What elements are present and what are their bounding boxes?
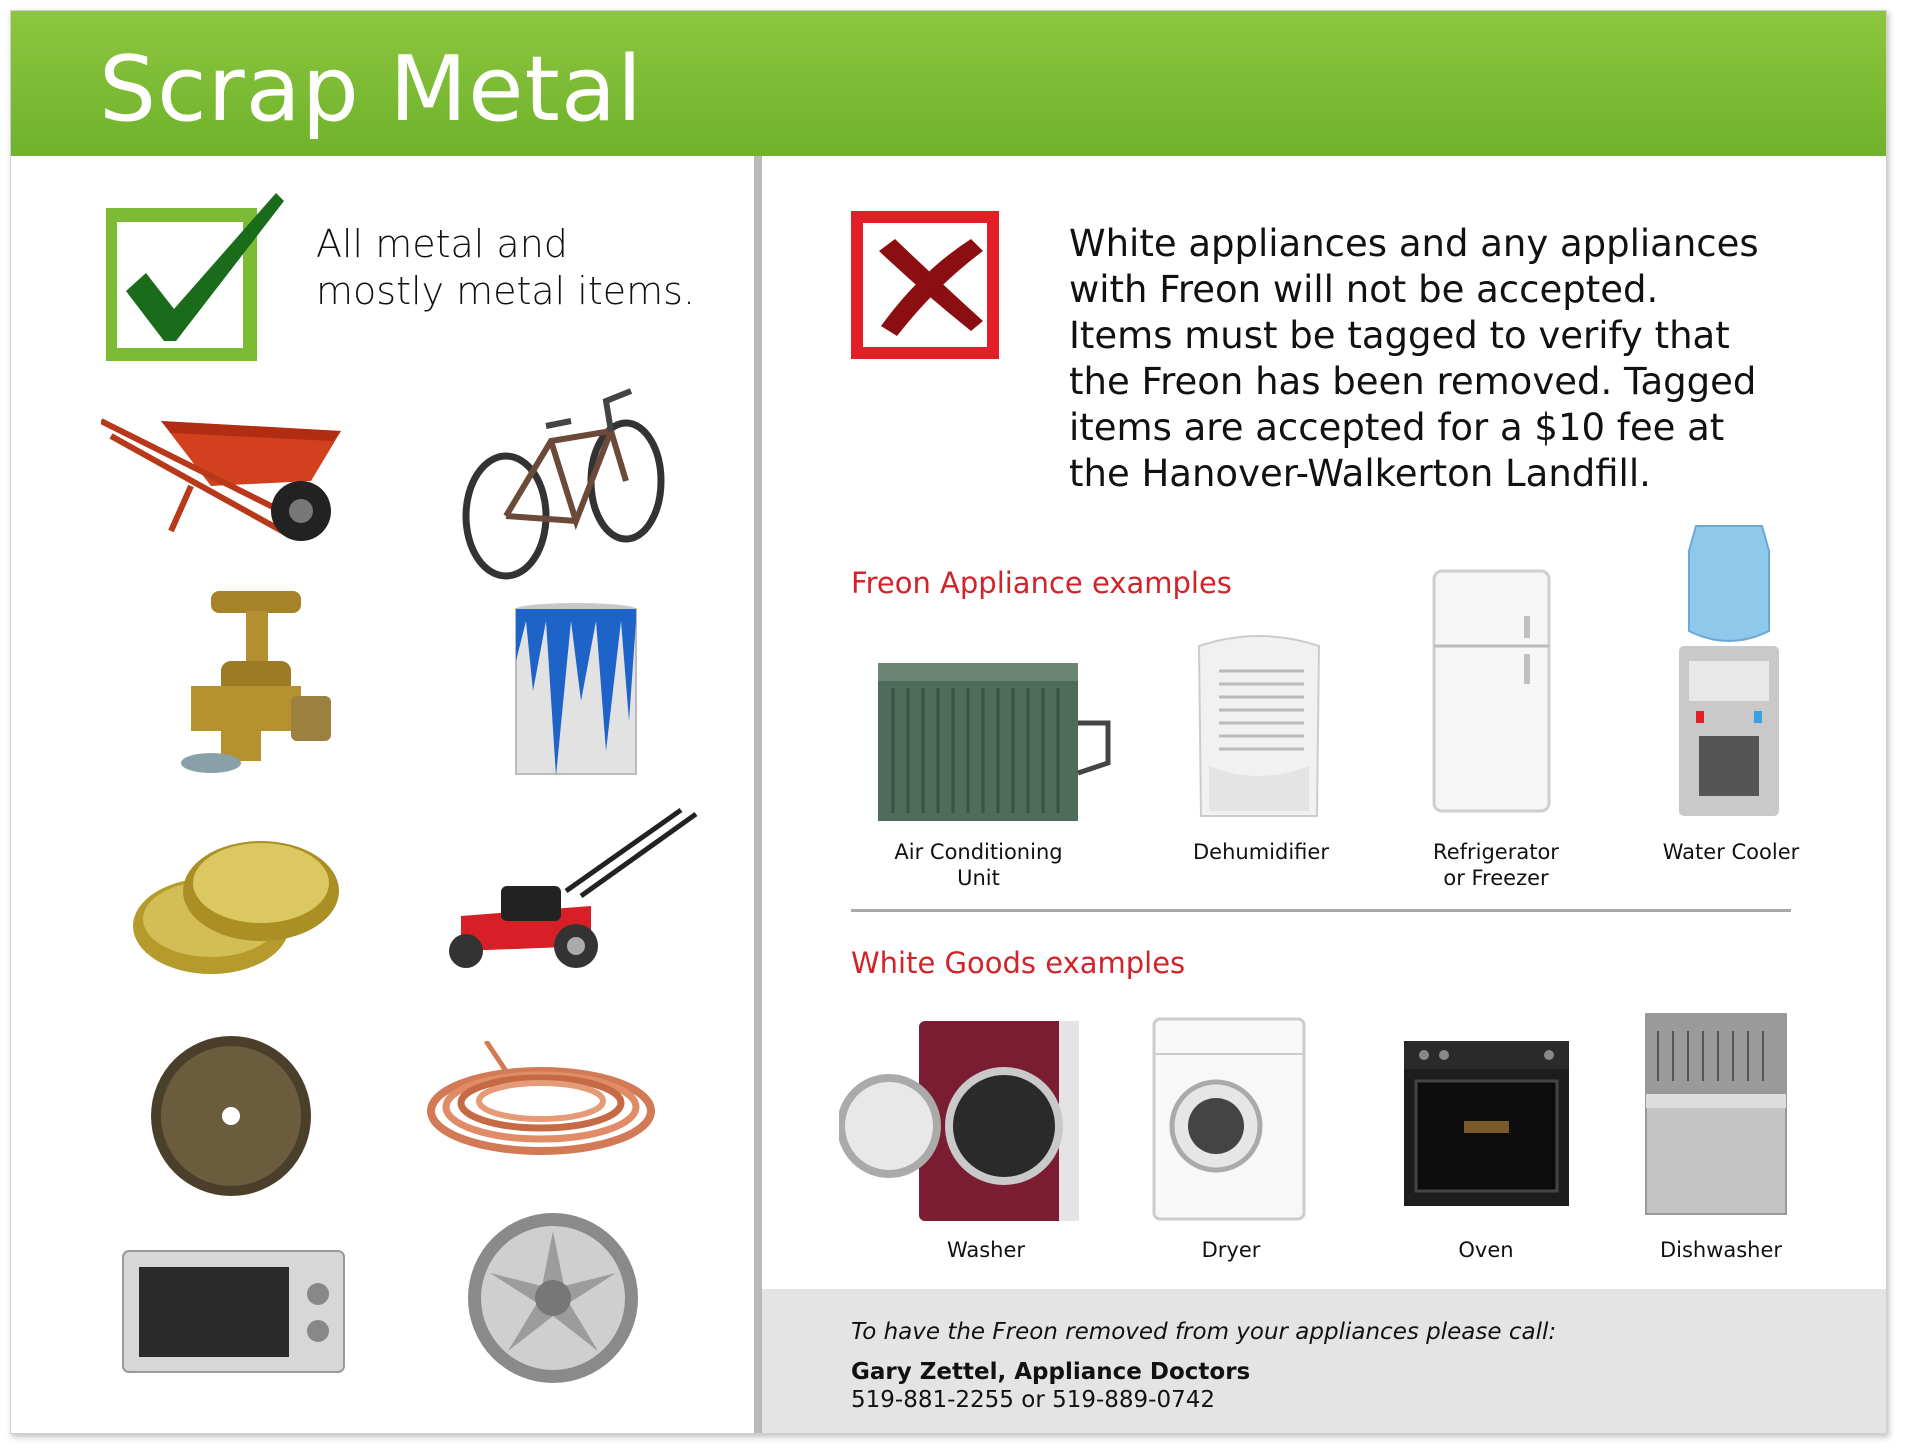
rejection-line-4: the Freon has been removed. Tagged xyxy=(1069,360,1757,403)
rejection-line-3: Items must be tagged to verify that xyxy=(1069,314,1730,357)
contact-prompt: To have the Freon removed from your appliances please call: xyxy=(851,1319,1557,1345)
dryer-icon xyxy=(1151,1016,1306,1221)
checkmark-icon xyxy=(106,211,254,359)
freon-caption-fridge-line-1: Refrigerator xyxy=(1433,840,1559,864)
dehumidifier-icon xyxy=(1189,626,1329,826)
white-goods-caption-oven: Oven xyxy=(1458,1238,1514,1262)
rejection-line-2: with Freon will not be accepted. xyxy=(1069,268,1659,311)
rejection-notice xyxy=(1069,221,1769,497)
copper-wire-icon xyxy=(426,1041,666,1161)
page-title: Scrap Metal xyxy=(99,37,643,142)
header-banner xyxy=(11,11,1886,156)
saw-blade-icon xyxy=(141,1031,321,1201)
freon-caption-dehumidifier: Dehumidifier xyxy=(1193,840,1329,864)
washer-icon xyxy=(839,1016,1089,1226)
bottle-caps-icon xyxy=(131,831,341,981)
contact-footer xyxy=(762,1289,1886,1433)
contact-phone[interactable]: 519-881-2255 or 519-889-0742 xyxy=(851,1387,1216,1413)
flyer xyxy=(10,10,1887,1434)
paint-can-icon xyxy=(511,601,641,781)
accepted-line-2: mostly metal items. xyxy=(316,269,696,313)
water-cooler-icon xyxy=(1674,521,1784,821)
freon-caption-water-cooler: Water Cooler xyxy=(1662,840,1800,864)
column-divider xyxy=(754,156,762,1433)
white-goods-caption-dishwasher: Dishwasher xyxy=(1659,1238,1783,1262)
faucet-icon xyxy=(151,591,331,781)
white-goods-caption-washer: Washer xyxy=(946,1238,1026,1262)
air-conditioner-icon xyxy=(873,663,1113,823)
white-goods-section-title: White Goods examples xyxy=(851,946,1186,980)
wheelbarrow-icon xyxy=(101,401,351,551)
x-mark-icon xyxy=(851,211,999,359)
accepted-line-1: All metal and xyxy=(316,222,568,266)
bicycle-icon xyxy=(461,371,671,581)
freon-caption-fridge xyxy=(1391,839,1601,891)
accepted-description xyxy=(316,221,695,315)
dishwasher-icon xyxy=(1643,1011,1793,1221)
oven-icon xyxy=(1404,1041,1569,1206)
freon-caption-fridge-line-2: or Freezer xyxy=(1443,866,1549,890)
rejection-line-6: the Hanover-Walkerton Landfill. xyxy=(1069,452,1651,495)
refrigerator-icon xyxy=(1429,566,1554,816)
rejection-line-1: White appliances and any appliances xyxy=(1069,222,1759,265)
microwave-icon xyxy=(121,1249,346,1374)
freon-caption-ac: Air Conditioning Unit xyxy=(894,840,1063,890)
section-divider xyxy=(851,909,1791,912)
contact-name: Gary Zettel, Appliance Doctors xyxy=(851,1359,1251,1385)
lawn-mower-icon xyxy=(441,806,701,976)
wheel-rim-icon xyxy=(466,1211,641,1386)
freon-section-title: Freon Appliance examples xyxy=(851,566,1232,600)
rejection-line-5: items are accepted for a $10 fee at xyxy=(1069,406,1725,449)
white-goods-caption-dryer: Dryer xyxy=(1201,1238,1261,1262)
